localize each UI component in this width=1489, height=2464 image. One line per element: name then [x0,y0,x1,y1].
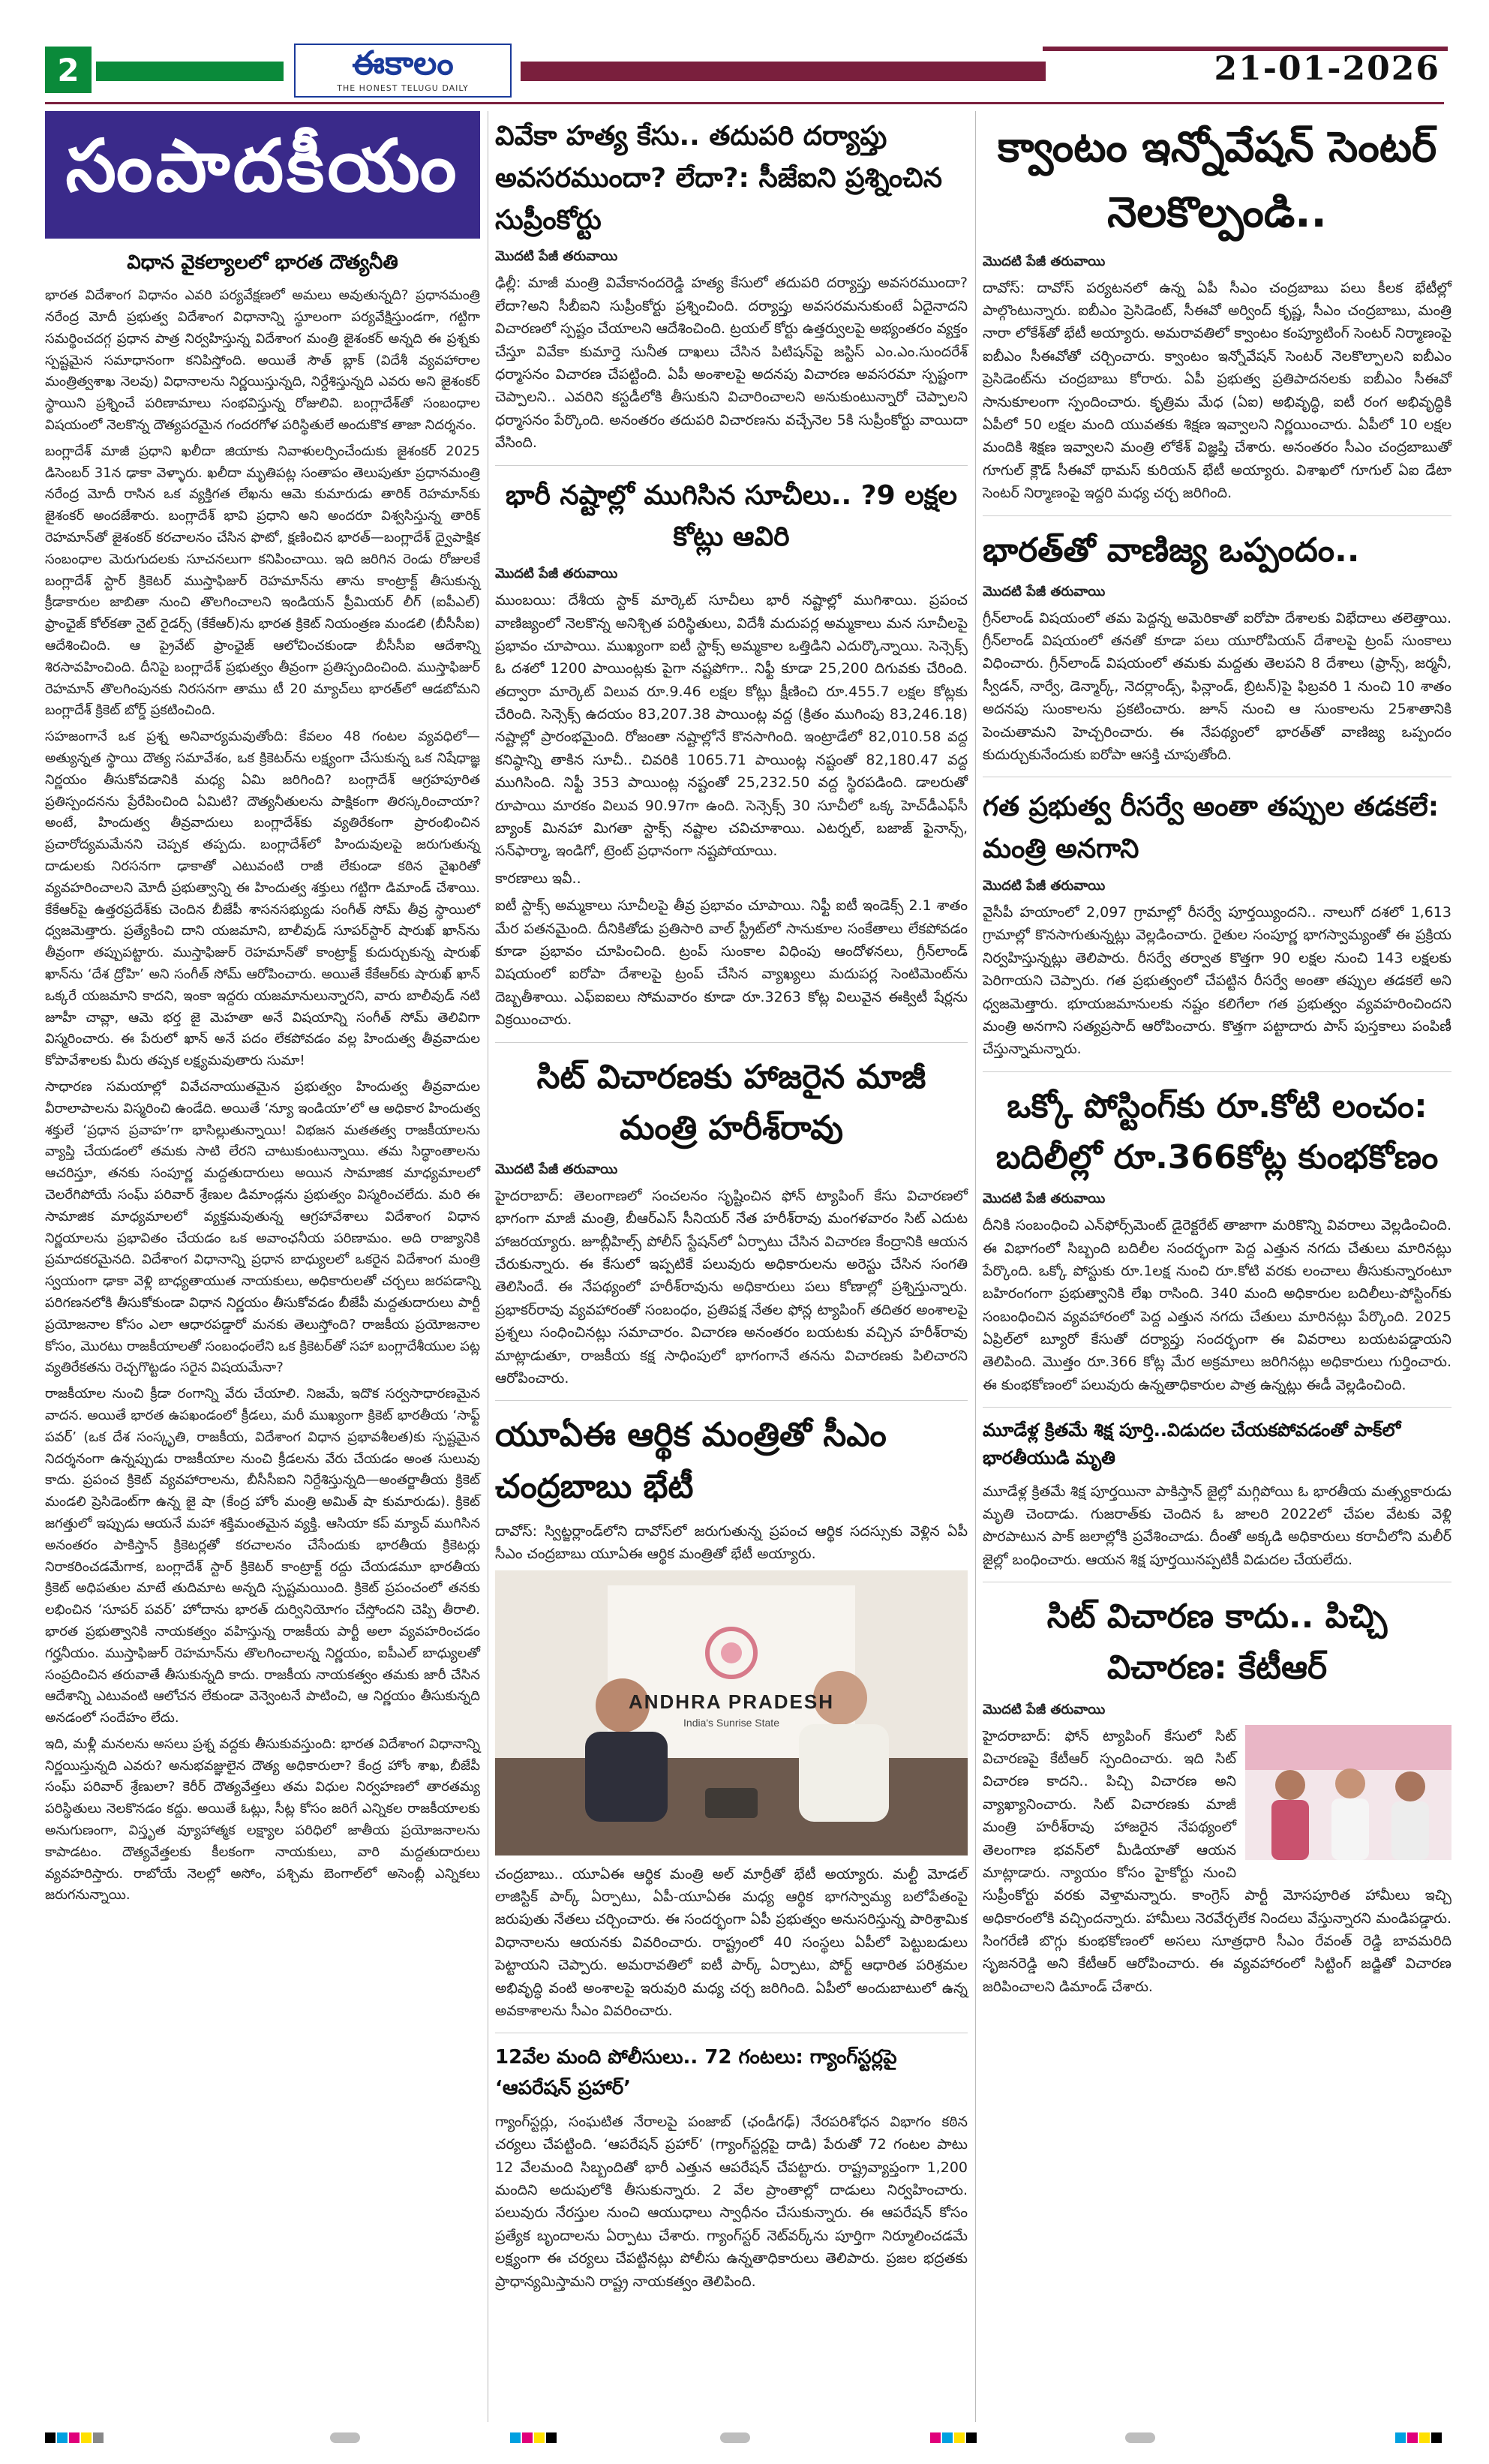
editorial-paragraph: సాధారణ సమయాల్లో వివేచనాయుతమైన ప్రభుత్వం హిందుత్వ తీవ్రవాదుల వీరాలాపాలను విస్మరించి ఉండేది. అయితే ‘న్యూ ఇండియా’లో ఆ అధికార హిందుత్వ శక్తులే ‘ప్రధాన ప్రవాహ’గా భాసిల్లుతున్నాయి! విభజన మతతత్వ రాజకీయాలను వ్యాప్తి చేయడంలో తమకు సాటి లేరని చాటుకుంటున్నాయి. తమ సిద్ధాంతాలను ఆచరిస్తూ, తనకు సంపూర్ణ మద్దతుదారులు అయిన సామాజిక మాధ్యమాలలో చెలరేగిపోయే సంఘ్ పరివార్ శ్రేణుల డిమాండ్లను ప్రభుత్వం విస్మరించలేదు. మరి ఈ సామాజిక మాధ్యమాలలో వ్యక్తమవుతున్న ఆగ్రహావేశాలు విదేశాంగ విధాన నిర్ణయాలను ప్రభావితం చేయడం ఒక అవాంఛనీయ పరిణామం. అది రాజ్యానికి ప్రమాదకరమైనది. విదేశాంగ విధానాన్ని ప్రధాన బాధ్యులలో ఒకరైన విదేశాంగ మంత్రి స్వయంగా ఢాకా వెళ్లి బాధ్యతాయుత నాయకులు, అధికారులతో చర్చలు జరపడాన్ని పరిగణనలోకి తీసుకోకుండా విధాన నిర్ణయం తీసుకోవడం బీజేపీ మద్దతుదారులు పార్టీ ప్రయోజనాల కోసం ఎలా ఆధారపడ్డారో మనకు తెలుస్తోంది? రాజకీయ ప్రయోజనాల కోసం, మొరటు రాజకీయాలతో సంబంధంలేని ఒక క్రికెటర్‌తో సహా బంగ్లాదేశీయుల పట్ల వ్యతిరేకతను రెచ్చగొట్టడం సరైన విషయమేనా? [45,1078,480,1376]
story-body: దీనికి సంబంధించి ఎన్‌ఫోర్స్‌మెంట్ డైరెక్టరేట్ తాజాగా మరికొన్ని వివరాలు వెల్లడించింది. ఈ విభాగంలో సిబ్బంది బదిలీల సందర్భంగా పెద్ద ఎత్తున నగదు చేతులు మారినట్లు పేర్కొంది. ఒక్కో పోస్టుకు రూ.1లక్ష నుంచి రూ.కోటి వరకు లంచాలు తీసుకున్నారంటూ బహిరంగంగా ప్రభుత్వానికి లేఖ రాసింది. 340 మంది అధికారుల బదిలీలు-పోస్టింగ్‌కు సంబంధించిన వ్యవహారంలో పెద్ద ఎత్తున నగదు చేతులు మారినట్లు పేర్కొంది. 2025 ఏప్రిల్‌లో బ్యూరో కేసుతో దర్యాప్తు సందర్భంగా ఈ వివరాలు బయటపడ్డాయని తెలిపింది. మొత్తం రూ.366 కోట్ల మేర అక్రమాలు జరిగినట్లు అధికారులు గుర్తించారు. ఈ కుంభకోణంలో పలువురు ఉన్నతాధికారుల పాత్ర ఉన్నట్లు ఈడీ వెల్లడించింది. [983,1217,1451,1393]
editorial-paragraph: సహజంగానే ఒక ప్రశ్న అనివార్యమవుతోంది: కేవలం 48 గంటల వ్యవధిలో—అత్యున్నత స్థాయి దౌత్య సమావేశం, ఒక క్రికెటర్‌ను లక్ష్యంగా చేసుకున్న ఒక నిషేధాజ్ఞ నిర్ణయం తీసుకోవడానికి మధ్య ఏమి జరిగింది? బంగ్లాదేశ్ ఆగ్రహపూరిత ప్రతిస్పందనను ప్రేరేపించింది ఏమిటి? దౌత్యనీతులను పాక్షికంగా తిరస్కరించాయా? అంటే, హిందుత్వ తీవ్రవాదులు బంగ్లాదేశ్‌కు వ్యతిరేకంగా ప్రారంభించిన ప్రచారోద్యమమేనని చెప్పక తప్పదు. బంగ్లాదేశ్‌లో హిందువులపై జరుగుతున్న దాడులకు నిరసనగా ఢాకాతో ఎటువంటి రాజీ లేకుండా కఠిన వైఖరితో వ్యవహరించాలని మోదీ ప్రభుత్వాన్ని ఈ హిందుత్వ శక్తులు గట్టిగా డిమాండ్ చేశాయి. కేకేఆర్‌పై ఉత్తరప్రదేశ్‌కు చెందిన బీజేపీ శాసనసభ్యుడు సంగీత్ సోమ్ తీవ్ర స్థాయిలో ధ్వజమెత్తారు. ప్రత్యేకించి దాని యజమాని, బాలీవుడ్ సూపర్‌స్టార్ షారుఖ్ ఖాన్‌ను తీవ్రంగా తప్పుపట్టారు. ముస్తాఫిజుర్ రెహమాన్‌తో కాంట్రాక్ట్ కుదుర్చుకున్న షారుఖ్ ఖాన్‌ను ‘దేశ ద్రోహి’ అని సంగీత్ సోమ్ ఆరోపించారు. అయితే కేకేఆర్‌కు షారుఖ్ ఖాన్ ఒక్కరే యజమాని కాదని, ఇంకా ఇద్దరు యజమానులున్నారని, వారు బాలీవుడ్ నటి జూహీ చావ్లా, ఆమె భర్త జై మెహతా అనే విషయాన్ని సంగీత్ సోమ్ తెలివిగా విస్మరించారు. ఈ పేరులో ఖాన్ అనే పదం లేకపోవడం వల్ల హిందుత్వ తీవ్రవాదుల కోపావేశాలకు మీరు తప్పక లక్ష్యమవుతారు సుమా! [45,729,480,1069]
story-divider [495,1400,968,1401]
story-subhead: కారణాలు ఇవీ.. [495,870,581,887]
story-headline[interactable]: గత ప్రభుత్వ రీసర్వే అంతా తప్పుల తడకలే: మంత్రి అనగాని [983,792,1439,865]
newspaper-logo[interactable] [294,44,512,98]
registration-swatch [1419,2432,1430,2443]
story-body: గ్రీన్‌లాండ్ విషయంలో తమ పెద్దన్న అమెరికాతో ఐరోపా దేశాలకు విభేదాలు తలెత్తాయి. గ్రీన్‌లాండ్ విషయంలో తనతో కూడా పలు యూరోపియన్ దేశాలపై ట్రంప్ సుంకాలు విధించారు. గ్రీన్‌లాండ్ విషయంలో తమకు మద్దతు తెలపని 8 దేశాలు (ఫ్రాన్స్, జర్మనీ, స్వీడన్, నార్వే, డెన్మార్క్, నెదర్లాండ్స్, ఫిన్లాండ్, బ్రిటన్)పై ఫిబ్రవరి 1 నుంచి 10 శాతం అదనపు సుంకాలను ప్రకటించారు. జూన్ నుంచి ఆ సుంకాలను 25శాతానికి పెంచుతామని హెచ్చరించారు. ఈ నేపథ్యంలో భారత్‌తో వాణిజ్య ఒప్పందం కుదుర్చుకునేందుకు ఐరోపా ఆసక్తి చూపుతోంది. [983,609,1451,764]
registration-swatch [81,2432,92,2443]
story-viveka-case [495,116,968,455]
press-meet-illustration [1245,1725,1451,1860]
registration-swatch [534,2432,545,2443]
story-byline: మొదటి పేజీ తరువాయి [983,1191,1106,1207]
story-body: ముంబయి: దేశీయ స్టాక్ మార్కెట్ సూచీలు భారీ నష్టాల్లో ముగిశాయి. ప్రపంచ వాణిజ్యంలో నెలకొన్న అనిశ్చిత పరిస్థితులు, విదేశీ మదుపర్ల అమ్మకాలు మన సూచీలపై ప్రభావం చూపాయి. ముఖ్యంగా ఐటీ స్టాక్స్ అమ్మకాల ఒత్తిడిని ఎదుర్కొన్నాయి. సెన్సెక్స్ ఓ దశలో 1200 పాయింట్లకు పైగా నష్టపోగా.. నిఫ్టీ కూడా 25,200 దిగువకు చేరింది. తద్వారా మార్కెట్ విలువ రూ.9.46 లక్షల కోట్లు క్షీణించి రూ.455.7 లక్షల కోట్లకు చేరింది. సెన్సెక్స్ ఉదయం 83,207.38 పాయింట్ల వద్ద (క్రితం ముగింపు 83,246.18) నష్టాల్లో ప్రారంభమైంది. రోజంతా నష్టాల్లోనే కొనసాగింది. ఇంట్రాడేలో 82,010.58 వద్ద కనిష్ఠాన్ని తాకిన సూచీ.. చివరికి 1065.71 పాయింట్ల నష్టంతో 82,180.47 వద్ద ముగిసింది. నిఫ్టీ 353 పాయింట్ల నష్టంతో 25,232.50 వద్ద స్థిరపడింది. డాలరుతో రూపాయి మారకం విలువ 90.97గా ఉంది. సెన్సెక్స్ 30 సూచీలో ఒక్క హెచ్‌డీఎఫ్‌సీ బ్యాంక్ మినహా మిగతా స్టాక్స్ నష్టాల చవిచూశాయి. ఎటర్నల్, బజాజ్ ఫైనాన్స్, సన్‌ఫార్మా, ఇండిగో, ట్రెంట్ ప్రధానంగా నష్టపోయాయి. [495,592,968,860]
story-body: హైదరాబాద్: ఫోన్ ట్యాపింగ్ కేసులో సిట్ విచారణపై కేటీఆర్ స్పందించారు. ఇది సిట్ విచారణ కాదని.. పిచ్చి విచారణ అని వ్యాఖ్యానించారు. సిట్ విచారణకు మాజీ మంత్రి హరీశ్‌రావు హాజరైన నేపథ్యంలో తెలంగాణ భవన్‌లో మీడియాతో ఆయన మాట్లాడారు. న్యాయం కోసం హైకోర్టు నుంచి సుప్రీంకోర్టు వరకు వెళ్తామన్నారు. కాంగ్రెస్ పార్టీ మోసపూరిత హామీలు ఇచ్చి అధికారంలోకి వచ్చిందన్నారు. హామీలు నెరవేర్చలేక నిందలు వేస్తున్నారని మండిపడ్డారు. సింగరేణి బొగ్గు కుంభకోణంలో అసలు సూత్రధారి సీఎం రేవంత్ రెడ్డి బావమరిది సృజనరెడ్డి అని కేటీఆర్ ఆరోపించారు. ఈ వ్యవహారంలో సిట్టింగ్ జడ్జితో విచారణ జరిపించాలని డిమాండ్ చేశారు. [983,1727,1451,1995]
registration-swatch [510,2432,521,2443]
story-headline[interactable]: యూఏఈ ఆర్థిక మంత్రితో సీఎం చంద్రబాబు భేటీ [495,1416,887,1506]
registration-swatch [57,2432,68,2443]
registration-swatch [930,2432,941,2443]
story-transfer-scam [983,1081,1451,1397]
story-resurvey [983,786,1451,1060]
story-divider [495,465,968,466]
editorial-paragraph: భారత విదేశాంగ విధానం ఎవరి పర్యవేక్షణలో అమలు అవుతున్నది? ప్రధానమంత్రి నరేంద్ర మోదీ ప్రభుత్వ విదేశాంగ విధానాన్ని స్థూలంగా పర్యవేక్షిస్తుండగా, గట్టిగా సమర్థించదగ్గ ప్రధాన పాత్ర నిర్వహిస్తున్న విదేశాంగ మంత్రి జైశంకర్ అన్నది ఈ ప్రశ్నకు స్పష్టమైన సమాధానంగా కనిపిస్తోంది. అయితే సౌత్ బ్లాక్ (విదేశీ వ్యవహారాల మంత్రిత్వశాఖ నెలవు) విధానాలను నిర్ణయిస్తున్నది, నిర్దేశిస్తున్నది ఎవరు అని జైశంకర్ స్థాయిని ప్రశ్నించే పరిణామాలు సంభవిస్తున్న రోజులివి. బంగ్లాదేశ్‌తో సంబంధాల విషయంలో నెలకొన్న దౌత్యపరమైన గందరగోళ పరిస్థితులే అందుకొక తాజా నిదర్శనం. [45,287,480,434]
story-headline[interactable]: ఒక్కో పోస్టింగ్‌కు రూ.కోటి లంచం: బదిలీల్లో రూ.366కోట్ల కుంభకోణం [995,1086,1439,1176]
story-byline: మొదటి పేజీ తరువాయి [495,1161,618,1177]
story-pak-jail-death [983,1417,1451,1571]
issue-date: 21-01-2026 [1214,50,1440,88]
right-column [983,111,1451,2009]
story-byline: మొదటి పేజీ తరువాయి [495,566,618,582]
story-byline: మొదటి పేజీ తరువాయి [983,253,1106,269]
editorial-column [45,111,480,1911]
registration-pill [330,2432,360,2443]
editorial-section-label: సంపాదకీయం [45,111,480,239]
story-byline: మొదటి పేజీ తరువాయి [983,1701,1106,1717]
story-byline: మొదటి పేజీ తరువాయి [983,878,1106,894]
story-body: దావోస్: దావోస్ పర్యటనలో ఉన్న ఏపీ సీఎం చంద్రబాబు పలు కీలక భేటీల్లో పాల్గొంటున్నారు. ఐబీఎం ప్రెసిడెంట్, సీఈవో అర్వింద్ కృష్ణ, సీఎం చంద్రబాబు, మంత్రి నారా లోకేశ్‌తో భేటీ అయ్యారు. అమరావతిలో క్వాంటం కంప్యూటింగ్ సెంటర్ నిర్మాణంపై ఐబీఎం సీఈవోతో చర్చించారు. క్వాంటం ఇన్నోవేషన్ సెంటర్ నెలకొల్పాలని ఐబీఎం ప్రెసిడెంట్‌ను చంద్రబాబు కోరారు. ఏపీ ప్రభుత్వ ప్రతిపాదనలకు ఐబీఎం సీఈవో సానుకూలంగా స్పందించారు. కృత్రిమ మేధ (ఏఐ) అభివృద్ధి, ఐటీ రంగ అభివృద్ధికి ఏపీలో 50 లక్షల మంది యువతకు శిక్షణ ఇవ్వాలని నిర్ణయించారు. ఏపీలో 10 లక్షల మందికి శిక్షణ ఇవ్వాలని మంత్రి లోకేశ్ విజ్ఞప్తి చేశారు. అనంతరం సీఎం చంద్రబాబుతో గూగుల్ క్లౌడ్ సీఈవో థామస్ కురియన్ భేటీ అయ్యారు. విశాఖలో గూగుల్ ఏఐ డేటా సెంటర్ నిర్మాణంపై ఇద్దరి మధ్య చర్చ జరిగింది. [983,279,1451,502]
story-headline[interactable]: భారీ నష్టాల్లో ముగిసిన సూచీలు.. ?9 లక్షల కోట్లు ఆవిరి [505,479,958,553]
page-number: 2 [45,47,92,93]
photo-banner [615,1690,848,1729]
registration-swatch [942,2432,953,2443]
registration-swatch [93,2432,104,2443]
editorial-title[interactable]: విధాన వైకల్యాలలో భారత దౌత్యనీతి [127,251,398,274]
story-headline[interactable]: సిట్ విచారణ కాదు.. పిచ్చి విచారణ: కేటీఆర్ [1046,1597,1388,1687]
photo-banner-tagline: India's Sunrise State [683,1716,779,1729]
logo-tagline: THE HONEST TELUGU DAILY [337,83,469,93]
ktr-press-photo[interactable] [1245,1725,1451,1860]
story-body: ఐటీ స్టాక్స్ అమ్మకాలు సూచీలపై తీవ్ర ప్రభావం చూపాయి. నిఫ్టీ ఐటీ ఇండెక్స్ 2.1 శాతం మేర పతనమైంది. దీనికితోడు ప్రతిసారి వాల్ స్ట్రీట్‌లో సానుకూల సంకేతాలు లేకపోవడం కూడా ప్రభావం చూపించింది. ట్రంప్ సుంకాల విధింపు ఆందోళనలు, గ్రీన్‌లాండ్ విషయంలో ఐరోపా దేశాలపై ట్రంప్ చేసిన వ్యాఖ్యలు మదుపర్ల సెంటిమెంట్‌ను దెబ్బతీశాయి. ఎఫ్‌ఐఐలు సోమవారం కూడా రూ.3263 కోట్ల విలువైన ఈక్విటీ షేర్లను విక్రయించారు. [495,897,968,1029]
story-divider [495,1042,968,1043]
story-cm-uae-meeting [495,1410,968,2022]
registration-swatch [1395,2432,1406,2443]
story-ktr-comment [983,1591,1451,1998]
story-headline[interactable]: సిట్ విచారణకు హాజరైన మాజీ మంత్రి హరీశ్‌రావు [536,1057,926,1147]
column-divider [975,111,976,2422]
story-headline[interactable]: క్వాంటం ఇన్నోవేషన్ సెంటర్ నెలకొల్పండి.. [997,123,1437,237]
story-headline[interactable]: 12వేల మంది పోలీసులు.. 72 గంటలు: గ్యాంగ్‌స్టర్లపై ‘ఆపరేషన్ ప్రహార్’ [495,2046,897,2099]
registration-swatch [546,2432,557,2443]
registration-swatch [45,2432,56,2443]
editorial-paragraph: ఇది, మళ్లీ మనలను అసలు ప్రశ్న వద్దకు తీసుకువస్తుంది: భారత విదేశాంగ విధానాన్ని నిర్ణయిస్తున్నది ఎవరు? అనుభవజ్ఞులైన దౌత్య అధికారులా? కేంద్ర హోం శాఖ, బీజేపీ సంఘ్ పరివార్ శ్రేణులా? కెరీర్ దౌత్యవేత్తలు తమ విధుల నిర్వహణలో తారతమ్య పరిస్థితులు నెలకొనడం కద్దు. అయితే ఓట్లు, సీట్ల కోసం జరిగే ఎన్నికల రాజకీయాలకు అనుగుణంగా, విస్తృత వ్యూహాత్మక లక్ష్యాల పరిధిలో జాతీయ ప్రయోజనాలను కాపాడటం. దౌత్యవేత్తలకు కీలకంగా నాయకులు, వారి మద్దతుదారులు వ్యవహరిస్తారు. రాబోయే నెలల్లో అసోం, పశ్చిమ బెంగాల్‌లో అసెంబ్లీ ఎన్నికలు జరుగనున్నాయి. [45,1735,480,1904]
story-quantum-center [983,116,1451,505]
story-divider [983,515,1451,516]
registration-swatch [522,2432,533,2443]
story-divider [983,1407,1451,1408]
story-headline[interactable]: వివేకా హత్య కేసు.. తదుపరి దర్యాప్తు అవసరముందా? లేదా?: సీజేఐని ప్రశ్నించిన సుప్రీంకోర్టు [495,121,942,236]
registration-swatch [1431,2432,1442,2443]
story-body: మూడేళ్ల క్రితమే శిక్ష పూర్తయినా పాకిస్తాన్ జైల్లో మగ్గిపోయి ఓ భారతీయ మత్స్యకారుడు మృతి చెందాడు. గుజరాత్‌కు చెందిన ఓ జాలరి 2022లో చేపల వేటకు వెళ్లి పొరపాటున పాక్ జలాల్లోకి ప్రవేశించాడు. దీంతో అక్కడి అధికారులు కరాచీలోని మలీర్ జైల్లో బంధించారు. ఆయన శిక్ష పూర్తయినప్పటికీ విడుదల చేయలేదు. [983,1483,1451,1568]
middle-column [495,111,968,2303]
story-divider [983,1071,1451,1072]
story-body: ఢిల్లీ: మాజీ మంత్రి వివేకానందరెడ్డి హత్య కేసులో తదుపరి దర్యాప్తు అవసరముందా?లేదా?అని సీబీఐని సుప్రీంకోర్టు ప్రశ్నించింది. దర్యాప్తు అవసరమనుకుంటే ఏదైనాదని విచారణలో స్పష్టం చేయాలని ఆదేశించింది. ట్రయల్ కోర్టు ఉత్తర్వులపై అభ్యంతరం వ్యక్తం చేస్తూ వివేకా కుమార్తె సునీత దాఖలు చేసిన పిటిషన్‌పై జస్టిస్ ఎం.ఎం.సుందరేశ్ ధర్మాసనం విచారణ చేపట్టింది. ఏపీ అంశాలపై అదనపు విచారణ అవసరమా స్పష్టంగా చెప్పాలని.. ఎవరిని కస్టడీలోకి తీసుకుని విచారించాలని అనుకుంటున్నారో చెప్పాలని ధర్మాసనం పేర్కొంది. అనంతరం తదుపరి విచారణను వచ్చేనెల 5కి సుప్రీంకోర్టు వాయిదా వేసింది. [495,275,968,452]
registration-swatch [966,2432,977,2443]
photo-banner-state: ANDHRA PRADESH [628,1690,835,1713]
story-body: చంద్రబాబు.. యూఏఈ ఆర్థిక మంత్రి అల్ మార్రీతో భేటీ అయ్యారు. మల్టీ మోడల్ లాజిస్టిక్ పార్క్ ఏర్పాటు, ఏపీ-యూఏఈ మధ్య ఆర్థిక భాగస్వామ్య బలోపేతంపై జరుపుతు నేతలు చర్చించారు. ఈ సందర్భంగా ఏపీ ప్రభుత్వం అనుసరిస్తున్న పారిశ్రామిక విధానాలను ఆయనకు వివరించారు. రాష్ట్రంలో 40 సంస్థలు ఏపీలో పెట్టుబడులు పెట్టాయని చెప్పారు. అమరావతిలో ఐటీ పార్క్ ఏర్పాటు, పోర్ట్‌ ఆధారిత పరిశ్రమల అభివృద్ధి వంటి అంశాలపై ఇరువురి మధ్య చర్చ జరిగింది. ఏపీలో అందుబాటులో ఉన్న అవకాశాలను సీఎం వివరించారు. [495,1865,968,2019]
story-operation-prahar [495,2042,968,2293]
story-market-crash [495,475,968,1032]
story-byline: మొదటి పేజీ తరువాయి [495,248,618,265]
masthead-band-left [96,62,284,81]
editorial-paragraph: బంగ్లాదేశ్ మాజీ ప్రధాని ఖలీదా జియాకు నివాళులర్పించేందుకు జైశంకర్ 2025 డిసెంబర్ 31న ఢాకా వెళ్ళారు. ఖలీదా మృతిపట్ల సంతాపం తెలుపుతూ ప్రధానమంత్రి నరేంద్ర మోదీ రాసిన ఒక వ్యక్తిగత లేఖను ఆమె కుమారుడు తారిక్ రెహమాన్‌కు జైశంకర్ అందజేశారు. బంగ్లాదేశ్ భావి ప్రధాని అని అందరూ విశ్వసిస్తున్న తారిక్ రెహమాన్‌తో జైశంకర్ కరచాలనం చేసిన ఫొటో, క్షణించిన భారత్—బంగ్లాదేశ్ ద్వైపాక్షిక సంబంధాల మెరుగుదలకు సూచనలుగా కనిపించాయి. ఇది జరిగిన రెండు రోజులకే బంగ్లాదేశ్ స్టార్ క్రికెటర్ ముస్తాఫిజుర్ రెహమాన్‌ను తాను కాంట్రాక్ట్ తీసుకున్న క్రీడాకారుల జాబితా నుంచి తొలగించాలని ఇండియన్ ప్రీమియర్ లీగ్ (ఐపీఎల్) ఫ్రాంఛైజ్ కోల్‌కతా నైట్ రైడర్స్ (కేకేఆర్)ను భారత క్రికెట్ నియంత్రణ మండలి (బీసీసీఐ) ఆదేశించింది. ఆ ప్రైవేట్ ఫ్రాంఛైజ్ ఆలోచించకుండా బీసీసీఐ ఆదేశాన్ని శిరసావహించింది. దీనిపై బంగ్లాదేశ్ ప్రభుత్వం తీవ్రంగా ప్రతిస్పందించింది. ముస్తాఫిజుర్ రెహమాన్ తొలగింపునకు నిరసనగా తాము టీ 20 మ్యాచ్‌లు భారత్‌లో ఆడబోమని బంగ్లాదేశ్ క్రికెట్ బోర్డ్ ప్రకటించింది. [45,443,480,719]
registration-swatch [954,2432,965,2443]
logo-name: ఈకాలం [352,44,454,83]
story-trade-deal [983,525,1451,767]
story-body: గ్యాంగ్‌స్టర్లు, సంఘటిత నేరాలపై పంజాబ్ (ఛండీగఢ్) నేరపరిశోధన విభాగం కఠిన చర్యలు చేపట్టింది. ‘ఆపరేషన్ ప్రహార్’ (గ్యాంగ్‌స్టర్లపై దాడి) పేరుతో 72 గంటల పాటు 12 వేలమంది సిబ్బందితో భారీ ఎత్తున ఆపరేషన్ చేపట్టారు. రాష్ట్రవ్యాప్తంగా 1,200 మందిని అదుపులోకి తీసుకున్నారు. 2 వేల ప్రాంతాల్లో దాడులు నిర్వహించారు. పలువురు నేరస్తుల నుంచి ఆయుధాలు స్వాధీనం చేసుకున్నారు. ఈ ఆపరేషన్ కోసం ప్రత్యేక బృందాలను ఏర్పాటు చేశారు. గ్యాంగ్‌స్టర్ నెట్‌వర్క్‌ను పూర్తిగా నిర్మూలించడమే లక్ష్యంగా ఈ చర్యలు చేపట్టినట్లు పోలీసు ఉన్నతాధికారులు తెలిపారు. ప్రజల భద్రతకు ప్రాధాన్యమిస్తామని రాష్ట్ర నాయకత్వం తెలిపింది. [495,2113,968,2290]
cm-meeting-photo[interactable] [495,1570,968,1856]
registration-swatch [69,2432,80,2443]
masthead-band-right [521,62,1046,81]
registration-pill [1125,2432,1155,2443]
story-harish-sit [495,1052,968,1390]
print-registration-marks [45,2428,1444,2447]
story-body: వైసీపీ హయాంలో 2,097 గ్రామాల్లో రీసర్వే పూర్తయ్యిందని.. నాలుగో దశలో 1,613 గ్రామాల్లో కొనసాగుతున్నట్లు వెల్లడించారు. రైతుల సంపూర్ణ భాగస్వామ్యంతో ఈ ప్రక్రియ నిర్వహిస్తున్నట్లు తెలిపారు. రీసర్వే తర్వాత కొత్తగా 90 లక్షల నుంచి 143 లక్షలకు పెరిగాయని చెప్పారు. గత ప్రభుత్వంలో చేపట్టిన రీసర్వే అంతా తప్పుల తడకలే అని ధ్వజమెత్తారు. భూయజమానులకు నష్టం కలిగేలా గత ప్రభుత్వం వ్యవహరించిందని మంత్రి అనగాని సత్యప్రసాద్ ఆరోపించారు. కొత్తగా పట్టాదారు పాస్ పుస్తకాలు పంపిణీ చేస్తున్నామన్నారు. [983,904,1451,1058]
registration-swatch [1407,2432,1418,2443]
registration-pill [720,2432,750,2443]
story-headline[interactable]: మూడేళ్ల క్రితమే శిక్ష పూర్తి..విడుదల చేయకపోవడంతో పాక్‌లో భారతీయుడి మృతి [983,1420,1401,1469]
story-byline: మొదటి పేజీ తరువాయి [983,583,1106,599]
story-dateline: దావోస్: స్విట్జర్లాండ్‌లోని దావోస్‌లో జరుగుతున్న ప్రపంచ ఆర్థిక సదస్సుకు వెళ్లిన ఏపీ సీఎం చంద్రబాబు యూఏఈ ఆర్థిక మంత్రితో భేటీ అయ్యారు. [495,1522,968,1563]
masthead-rule [45,102,1444,104]
story-headline[interactable]: భారత్‌తో వాణిజ్య ఒప్పందం.. [983,530,1360,569]
story-body: హైదరాబాద్: తెలంగాణలో సంచలనం సృష్టించిన ఫోన్ ట్యాపింగ్ కేసు విచారణలో భాగంగా మాజీ మంత్రి, బీఆర్ఎస్ సీనియర్ నేత హరీశ్‌రావు మంగళవారం సిట్ ఎదుట హాజరయ్యారు. జూబ్లీహిల్స్ పోలీస్ స్టేషన్‌లో ఏర్పాటు చేసిన విచారణ కేంద్రానికి ఆయన చేరుకున్నారు. ఈ కేసులో ఇప్పటికే పలువురు అధికారులను అరెస్టు చేసిన సంగతి తెలిసిందే. ఈ నేపథ్యంలో హరీశ్‌రావును అధికారులు పలు కోణాల్లో ప్రశ్నిస్తున్నారు. ప్రభాకర్‌రావు వ్యవహారంతో సంబంధం, ప్రతిపక్ష నేతల ఫోన్ల ట్యాపింగ్ తదితర అంశాలపై ప్రశ్నలు సంధించినట్లు సమాచారం. విచారణ అనంతరం బయటకు వచ్చిన హరీశ్‌రావు మాట్లాడుతూ, రాజకీయ కక్ష సాధింపులో భాగంగానే తనను విచారణకు పిలిచారని ఆరోపించారు. [495,1187,968,1387]
editorial-paragraph: రాజకీయాల నుంచి క్రీడా రంగాన్ని వేరు చేయాలి. నిజమే, ఇదొక సర్వసాధారణమైన వాదన. అయితే భారత ఉపఖండంలో క్రీడలు, మరీ ముఖ్యంగా క్రికెట్ భారతీయ ‘సాఫ్ట్ పవర్’ (ఒక దేశ సంస్కృతి, రాజకీయ, విదేశాంగ విధాన ప్రభావశీలత)కు స్పష్టమైన నిదర్శనంగా ఉన్నప్పుడు రాజకీయాల నుంచి క్రీడలను వేరు చేయడం అంత సులువు కాదు. ప్రపంచ క్రికెట్ వ్యవహారాలను, బీసీసీఐని నిర్దేశిస్తున్నది—అంతర్జాతీయ క్రికెట్ మండలి ప్రెసిడెంట్‌గా ఉన్న జై షా (కేంద్ర హోం మంత్రి అమిత్ షా కుమారుడు). క్రికెట్ జగత్తులో ఇప్పుడు ఆయనే మహా శక్తిమంతమైన వ్యక్తి. ఆసియా కప్ మ్యాచ్ ముగిసిన అనంతరం పాకిస్తాన్ క్రికెటర్లతో కరచాలనం చేసేందుకు భారతీయ క్రికెటర్లు నిరాకరించడమేగాక, బంగ్లాదేశ్ స్టార్ క్రికెటర్ కాంట్రాక్ట్ రద్దు చేయడమూ భారతీయ క్రికెట్ అధిపతుల మాటే తుదిమాట అన్నది స్పష్టమయింది. క్రికెట్ ప్రపంచంలో తనకు లభించిన ‘సూపర్ పవర్’ హోదాను భారత్ దుర్వినియోగం చేస్తోందని చెప్పి తీరాలి. భారత ప్రభుత్వానికి నాయకత్వం వహిస్తున్న రాజకీయ పార్టీ అలా వ్యవహరించడం గర్హనీయం. ముస్తాఫిజుర్ రెహమాన్‌ను తొలగించాలన్న నిర్ణయం, ఐపీఎల్ బాధ్యులతో సంప్రదించిన తరువాతే తీసుకున్నది కాదు. రాజకీయ నాయకత్వం తమకు జారీ చేసిన ఆదేశాన్ని ఎటువంటి ఆలోచన లేకుండా వెన్వెంటనే పాటించి, ఆ నిర్ణయం తీసుకున్నది అనడంలో సందేహం లేదు. [45,1386,480,1726]
